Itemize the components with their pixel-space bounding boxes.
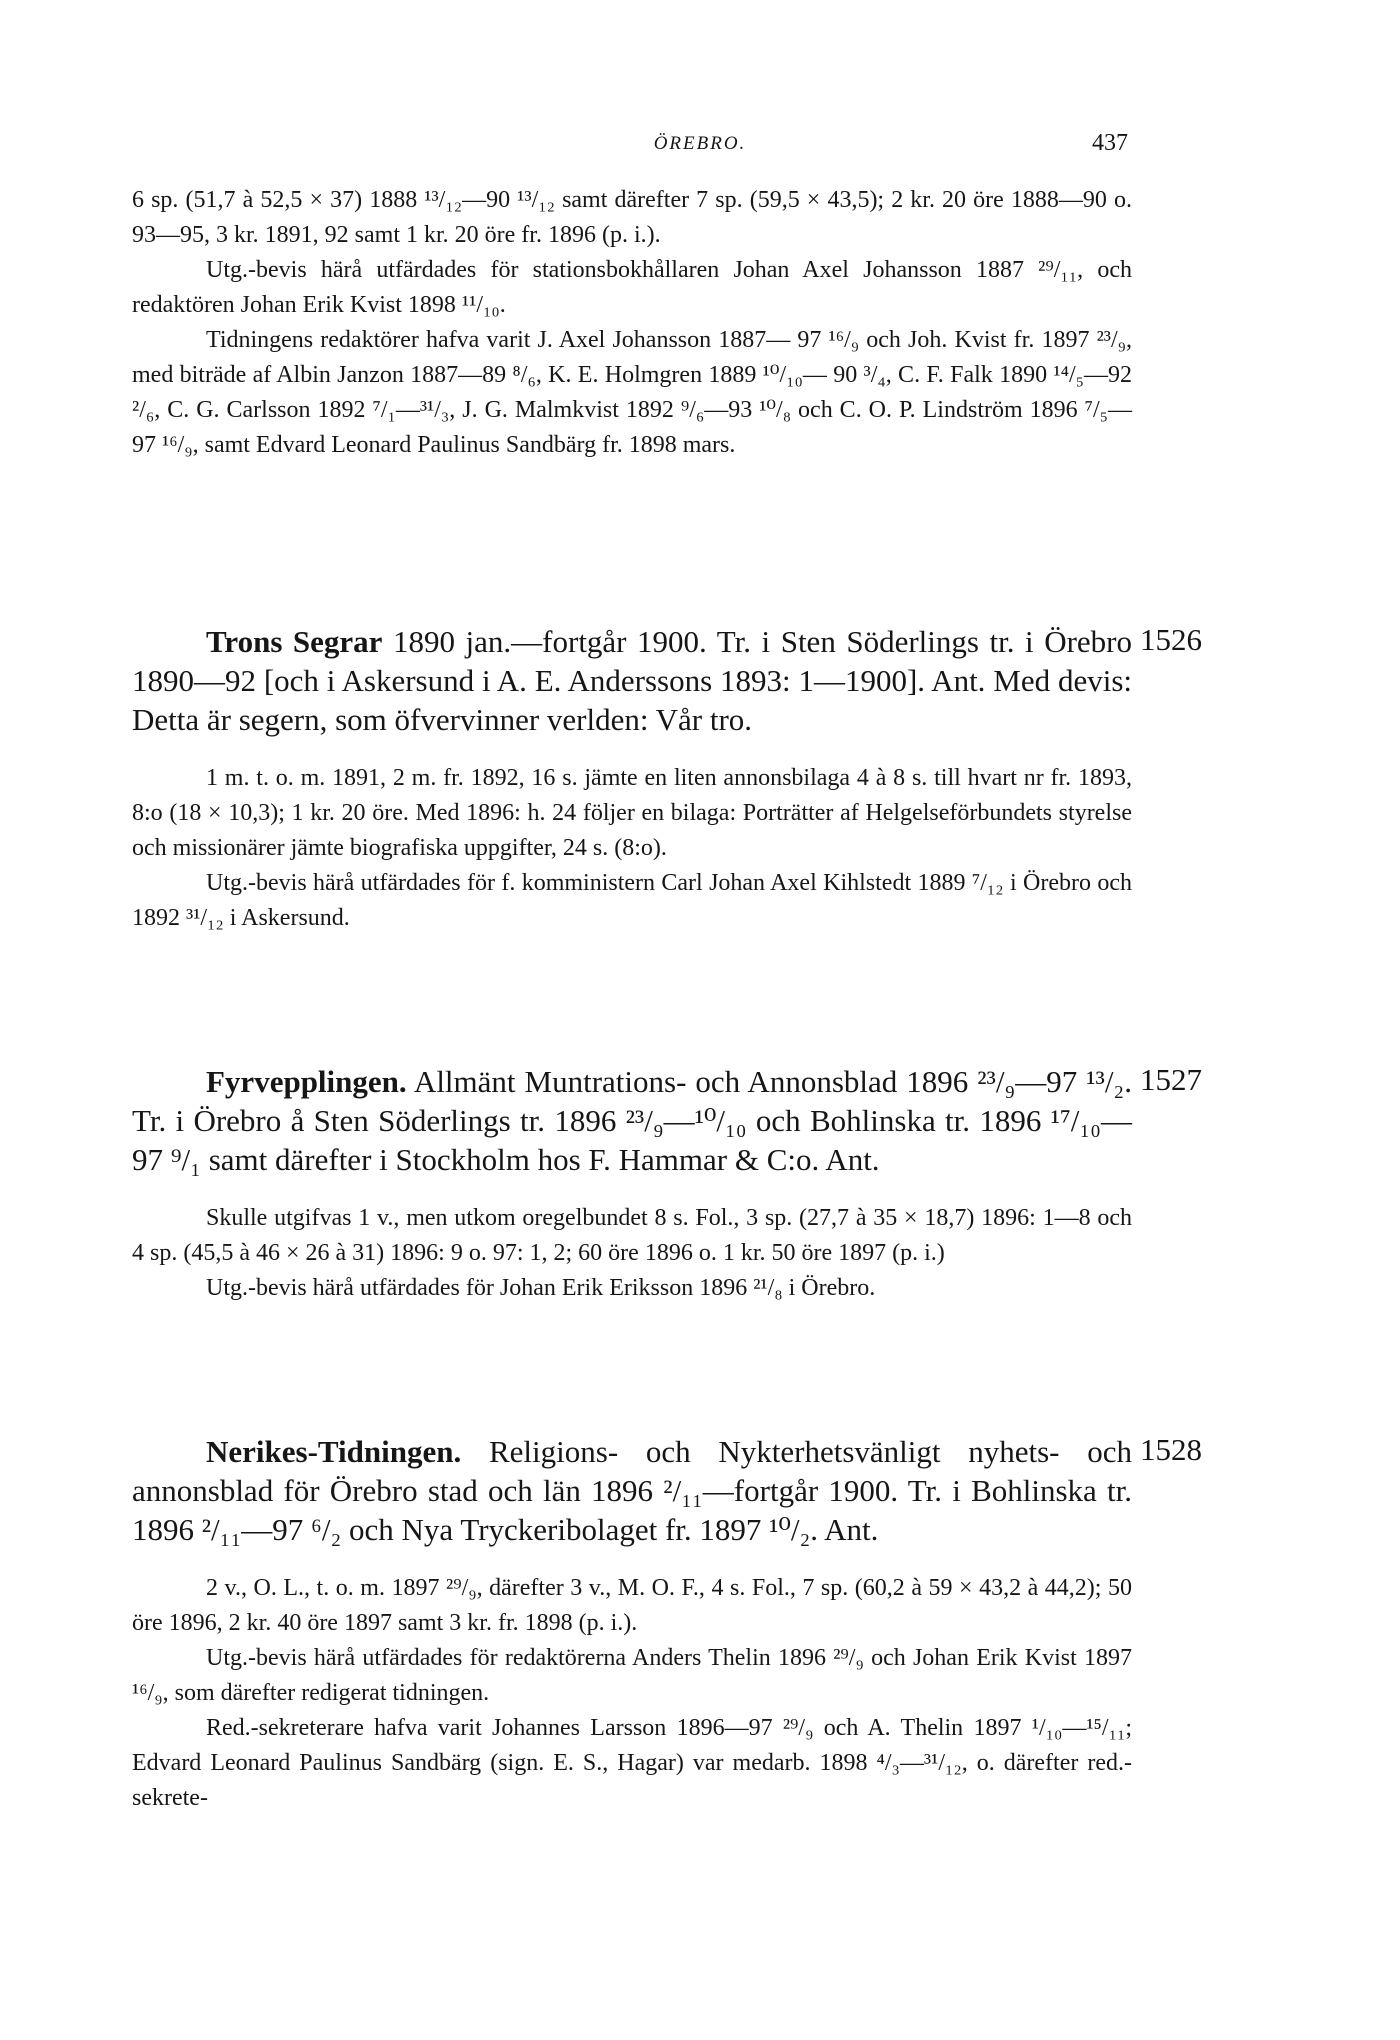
entry-lead	[132, 1062, 1132, 1179]
entry-paragraph: Skulle utgifvas 1 v., men utkom oregelbundet 8 s. Fol., 3 sp. (27,7 à 35 × 18,7) 1896: 1—8 och 4 sp. (45,5 à 46 × 26 à 31) 1896: 9 o. 97: 1, 2; 60 öre 1896 o. 1 kr. 50 öre 1897 (p. i.)	[132, 1205, 1132, 1266]
continued-paragraph: Utg.-bevis härå utfärdades för stationsbokhållaren Johan Axel Johansson 1887 ²⁹/₁₁, och redaktören Johan Erik Kvist 1898 ¹¹/₁₀.	[132, 257, 1132, 318]
entry-lead-text: Religions- och Nykterhetsvänligt nyhets- och annonsblad för Örebro stad och län 1896 ²/₁₁—fortgår 1900. Tr. i Bohlinska tr. 1896 ²/₁₁—97 ⁶/₂ och Nya Tryckeribolaget fr. 1897 ¹⁰/₂. Ant.	[132, 1434, 1132, 1547]
entry-paragraph: 1 m. t. o. m. 1891, 2 m. fr. 1892, 16 s. jämte en liten annonsbilaga 4 à 8 s. till hvart nr fr. 1893, 8:o (18 × 10,3); 1 kr. 20 öre. Med 1896: h. 24 följer en bilaga: Porträtter af Helgelseförbundets styrelse och missionärer jämte biografiska uppgifter, 24 s. (8:o).	[132, 765, 1132, 861]
entry-lead	[132, 1432, 1132, 1549]
entry-1526	[132, 622, 1132, 936]
page-number: 437	[1092, 130, 1128, 156]
entry-paragraph: Utg.-bevis härå utfärdades för f. komministern Carl Johan Axel Kihlstedt 1889 ⁷/₁₂ i Örebro och 1892 ³¹/₁₂ i Askersund.	[132, 870, 1132, 931]
entry-lead-text: 1890 jan.—fortgår 1900. Tr. i Sten Söderlings tr. i Örebro 1890—92 [och i Askersund i A. E. Anderssons 1893: 1—1900]. Ant. Med devis: Detta är segern, som öfvervinner verlden: Vår tro.	[132, 624, 1132, 737]
continued-paragraph: 6 sp. (51,7 à 52,5 × 37) 1888 ¹³/₁₂—90 ¹³/₁₂ samt därefter 7 sp. (59,5 × 43,5); 2 kr. 20 öre 1888—90 o. 93—95, 3 kr. 1891, 92 samt 1 kr. 20 öre fr. 1896 (p. i.).	[132, 187, 1132, 248]
entry-1528	[132, 1432, 1132, 1816]
entry-lead	[132, 622, 1132, 739]
entry-1527	[132, 1062, 1132, 1306]
entry-title: Trons Segrar	[206, 624, 383, 659]
continued-paragraph: Tidningens redaktörer hafva varit J. Axel Johansson 1887— 97 ¹⁶/₉ och Joh. Kvist fr. 1897 ²³/₉, med biträde af Albin Janzon 1887—89 ⁸/₆, K. E. Holmgren 1889 ¹⁰/₁₀— 90 ³/₄, C. F. Falk 1890 ¹⁴/₅—92 ²/₆, C. G. Carlsson 1892 ⁷/₁—³¹/₃, J. G. Malmkvist 1892 ⁹/₆—93 ¹⁰/₈ och C. O. P. Lindström 1896 ⁷/₅—97 ¹⁶/₉, samt Edvard Leonard Paulinus Sandbärg fr. 1898 mars.	[132, 327, 1132, 458]
running-header: ÖREBRO.	[653, 133, 747, 154]
entry-number: 1526	[1140, 622, 1202, 657]
entry-paragraph: 2 v., O. L., t. o. m. 1897 ²⁹/₉, därefter 3 v., M. O. F., 4 s. Fol., 7 sp. (60,2 à 59 × 43,2 à 44,2); 50 öre 1896, 2 kr. 40 öre 1897 samt 3 kr. fr. 1898 (p. i.).	[132, 1575, 1132, 1636]
entry-number: 1528	[1140, 1432, 1202, 1467]
entry-lead-text: Allmänt Muntrations- och Annonsblad 1896 ²³/₉—97 ¹³/₂. Tr. i Örebro å Sten Söderlings tr. 1896 ²³/₉—¹⁰/₁₀ och Bohlinska tr. 1896 ¹⁷/₁₀—97 ⁹/₁ samt därefter i Stockholm hos F. Hammar & C:o. Ant.	[132, 1064, 1132, 1177]
entry-title: Fyrvepplingen.	[206, 1064, 407, 1099]
entry-number: 1527	[1140, 1062, 1202, 1097]
continued-entry	[132, 183, 1132, 463]
entry-paragraph: Red.-sekreterare hafva varit Johannes Larsson 1896—97 ²⁹/₉ och A. Thelin 1897 ¹/₁₀—¹⁵/₁₁; Edvard Leonard Paulinus Sandbärg (sign. E. S., Hagar) var medarb. 1898 ⁴/₃—³¹/₁₂, o. därefter red.-sekrete-	[132, 1715, 1132, 1811]
entry-paragraph: Utg.-bevis härå utfärdades för redaktörerna Anders Thelin 1896 ²⁹/₉ och Johan Erik Kvist 1897 ¹⁶/₉, som därefter redigerat tidningen.	[132, 1645, 1132, 1706]
entry-paragraph: Utg.-bevis härå utfärdades för Johan Erik Eriksson 1896 ²¹/₈ i Örebro.	[206, 1275, 876, 1301]
entry-title: Nerikes-Tidningen.	[206, 1434, 462, 1469]
